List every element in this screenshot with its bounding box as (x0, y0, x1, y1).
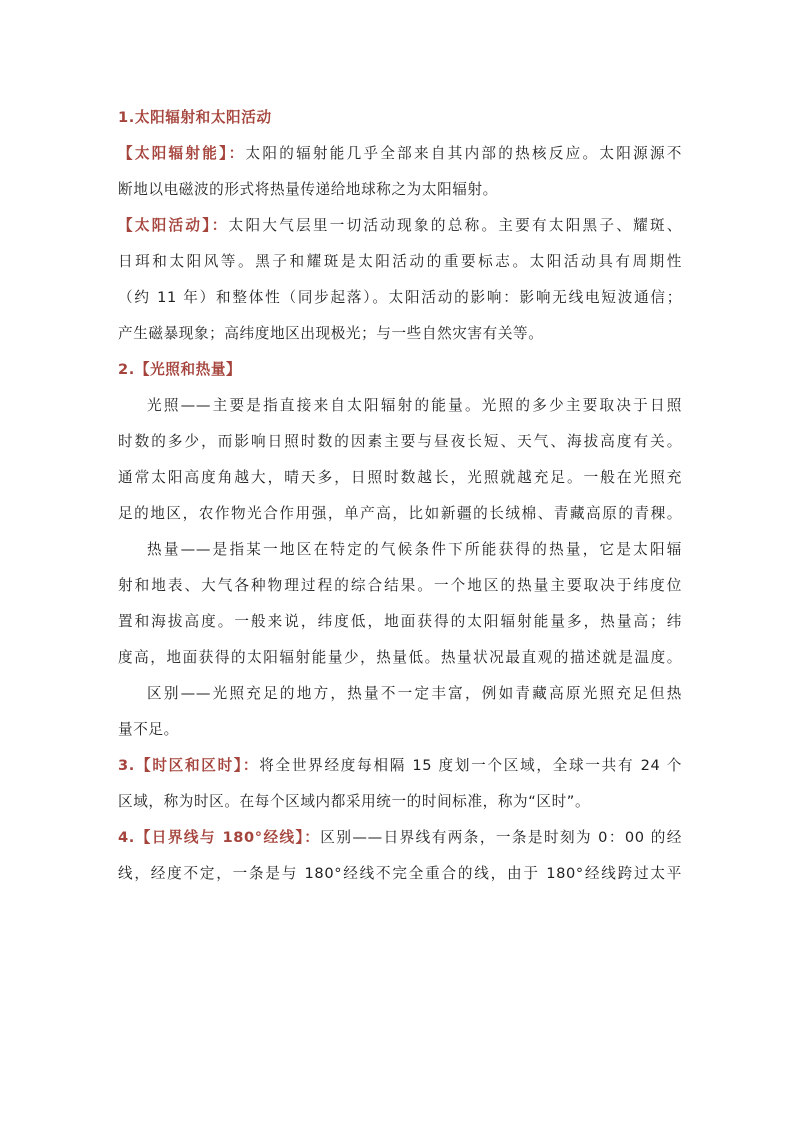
activity-line-2: 日珥和太阳风等。黑子和耀斑是太阳活动的重要标志。太阳活动具有周期性 (118, 253, 682, 270)
difference-line-2: 量不足。 (118, 721, 179, 738)
activity-line-4: 产生磁暴现象；高纬度地区出现极光；与一些自然灾害有关等。 (118, 325, 544, 342)
section-2-heading: 2.【光照和热量】 (118, 361, 242, 378)
section-3-line-1: 3.【时区和区时】：将全世界经度每相隔 15 度划一个区域，全球一共有 24 个 (118, 757, 682, 774)
heat-line-1: 热量——是指某一地区在特定的气候条件下所能获得的热量，它是太阳辐 (147, 541, 682, 558)
radiation-line-2: 断地以电磁波的形式将热量传递给地球称之为太阳辐射。 (118, 181, 498, 198)
difference-line-1: 区别——光照充足的地方，热量不一定丰富，例如青藏高原光照充足但热 (147, 685, 682, 702)
section-4-heading: 4.【日界线与 180°经线】： (118, 829, 321, 846)
radiation-line-1: 【太阳辐射能】：太阳的辐射能几乎全部来自其内部的热核反应。太阳源源不 (118, 145, 682, 162)
heat-line-4: 度高，地面获得的太阳辐射能量少，热量低。热量状况最直观的描述就是温度。 (118, 649, 682, 666)
section-3-line-2: 区域，称为时区。在每个区域内都采用统一的时间标准，称为“区时”。 (118, 793, 591, 810)
light-line-4: 足的地区，农作物光合作用强，单产高，比如新疆的长绒棉、青藏高原的青稞。 (118, 505, 682, 522)
section-4-line-2: 线，经度不定，一条是与 180°经线不完全重合的线，由于 180°经线跨过太平 (118, 865, 682, 882)
light-line-2: 时数的多少，而影响日照时数的因素主要与昼夜长短、天气、海拔高度有关。 (118, 433, 682, 450)
section-4-line-1: 4.【日界线与 180°经线】：区别——日界线有两条，一条是时刻为 0：00 的经 (118, 829, 682, 846)
document-page (118, 104, 682, 896)
section-1-heading: 1.太阳辐射和太阳活动 (118, 109, 272, 126)
term-solar-radiation: 【太阳辐射能】： (118, 145, 246, 162)
light-line-3: 通常太阳高度角越大，晴天多，日照时数越长，光照就越充足。一般在光照充 (118, 469, 682, 486)
activity-line-3: （约 11 年）和整体性（同步起落）。太阳活动的影响：影响无线电短波通信； (118, 289, 682, 306)
light-line-1: 光照——主要是指直接来自太阳辐射的能量。光照的多少主要取决于日照 (147, 397, 682, 414)
heat-line-3: 置和海拔高度。一般来说，纬度低，地面获得的太阳辐射能量多，热量高；纬 (118, 613, 682, 630)
term-solar-activity: 【太阳活动】： (118, 217, 229, 234)
heat-line-2: 射和地表、大气各种物理过程的综合结果。一个地区的热量主要取决于纬度位 (118, 577, 682, 594)
activity-line-1: 【太阳活动】：太阳大气层里一切活动现象的总称。主要有太阳黑子、耀斑、 (118, 217, 682, 234)
section-3-heading: 3.【时区和区时】： (118, 757, 260, 774)
